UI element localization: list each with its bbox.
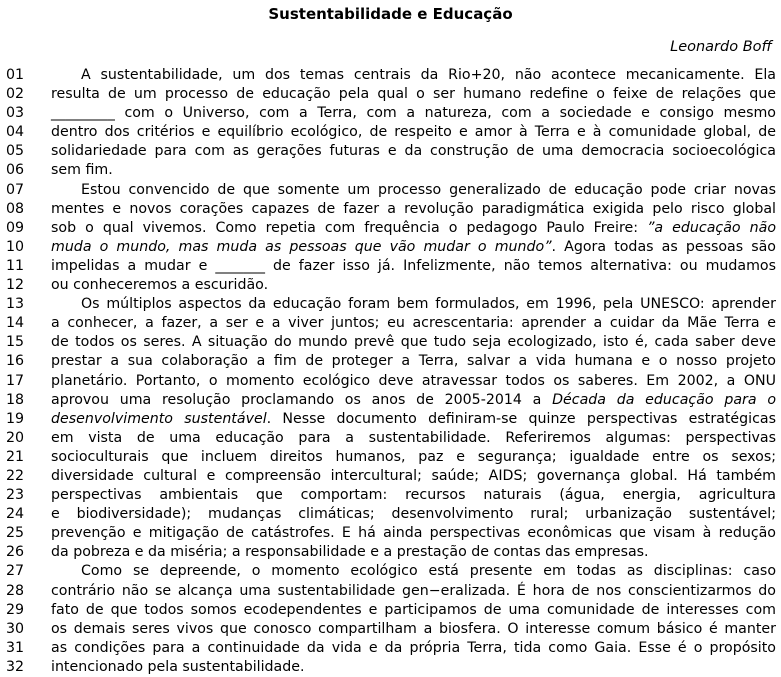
line-number: 31 (6, 639, 25, 656)
text-line (6, 238, 776, 257)
text-line (6, 562, 776, 581)
line-number: 26 (6, 544, 25, 561)
line-number: 32 (6, 658, 25, 675)
line-number: 04 (6, 124, 25, 141)
text-segment: contrário não se alcança uma sustentabilidade gen−eralizada. É hora de nos conscientizarmos do (51, 582, 776, 599)
author-name: Leonardo Boff (670, 39, 772, 55)
line-text (51, 295, 776, 314)
line-number: 29 (6, 601, 25, 618)
line-text (51, 352, 776, 371)
text-segment: diversidade cultural e compreensão intercultural; saúde; AIDS; governança global. Há também (51, 467, 776, 484)
text-line (6, 601, 776, 620)
line-number: 06 (6, 162, 25, 179)
text-segment: as condições para a continuidade da vida e da própria Terra, tida como Gaia. Esse é o propósito (51, 639, 776, 656)
text-segment: solidariedade para com as gerações futuras e da construção de uma democracia socioecológica (51, 143, 776, 160)
line-text (51, 219, 776, 238)
line-text (51, 276, 776, 295)
text-segment: os demais seres vivos que conosco compartilham a biosfera. O interesse comum básico é manter (51, 620, 776, 637)
line-text (51, 658, 776, 677)
text-segment: socioculturais que incluem direitos humanos, paz e segurança; igualdade entre os sexos; (51, 448, 776, 465)
text-line (6, 142, 776, 161)
text-segment: _________ com o Universo, com a Terra, com a natureza, com a sociedade e consigo mesmo (51, 105, 776, 122)
line-text (51, 200, 776, 219)
text-segment: resulta de um processo de educação pela qual o ser humano redefine o feixe de relações que (51, 86, 776, 103)
line-number: 13 (6, 296, 25, 313)
line-number: 27 (6, 563, 25, 580)
line-number: 08 (6, 200, 25, 217)
line-text (51, 104, 776, 123)
line-text (51, 448, 776, 467)
line-text (51, 467, 776, 486)
line-text (51, 333, 776, 352)
line-number: 05 (6, 143, 25, 160)
line-number: 21 (6, 448, 25, 465)
text-segment: . Nesse documento definiram-se quinze perspectivas estratégicas (266, 410, 776, 427)
line-text (51, 314, 776, 333)
line-number: 23 (6, 487, 25, 504)
text-line (6, 66, 776, 85)
line-text (51, 505, 776, 524)
line-text (51, 123, 776, 142)
text-line (6, 543, 776, 562)
text-line (6, 333, 776, 352)
text-segment: dentro dos critérios e equilíbrio ecológico, de respeito e amor à Terra e à comunidade global, de (51, 124, 776, 141)
line-text (51, 372, 776, 391)
text-line (6, 352, 776, 371)
text-segment: aprovou uma resolução proclamando os anos de 2005-2014 a (51, 391, 553, 408)
text-line (6, 391, 776, 410)
text-line (6, 658, 776, 677)
text-segment: a conhecer, a fazer, a ser e a viver juntos; eu acrescentaria: aprender a cuidar da Mãe Terra e (51, 315, 776, 332)
text-line (6, 219, 776, 238)
line-text (51, 238, 776, 257)
text-line (6, 524, 776, 543)
text-segment: fato de que todos somos ecodependentes e participamos de uma comunidade de interesses com (51, 601, 776, 618)
text-segment: prestar a sua colaboração a fim de proteger a Terra, salvar a vida humana e o nosso projeto (51, 353, 776, 370)
line-text (51, 66, 776, 85)
text-segment: da pobreza e da miséria; a responsabilidade e a prestação de contas das empresas. (51, 544, 649, 561)
text-segment: perspectivas ambientais que comportam: recursos naturais (água, energia, agricultura (51, 487, 776, 504)
text-segment: impelidas a mudar e _______ de fazer isso já. Infelizmente, não temos alternativa: ou mudamos (51, 257, 776, 274)
line-text (51, 601, 776, 620)
line-number: 09 (6, 219, 25, 236)
text-line (6, 486, 776, 505)
text-line (6, 200, 776, 219)
line-number: 19 (6, 410, 25, 427)
text-line (6, 467, 776, 486)
text-segment: mentes e novos corações capazes de fazer a revolução paradigmática exigida pelo risco global (51, 200, 776, 217)
text-line (6, 276, 776, 295)
line-number: 01 (6, 67, 25, 83)
line-number: 07 (6, 181, 25, 198)
text-line (6, 181, 776, 200)
text-line (6, 448, 776, 467)
text-line (6, 314, 776, 333)
line-number: 17 (6, 372, 25, 389)
line-number: 03 (6, 105, 25, 122)
line-text (51, 639, 776, 658)
line-number: 16 (6, 353, 25, 370)
line-text (51, 620, 776, 639)
text-line (6, 123, 776, 142)
text-line (6, 639, 776, 658)
text-segment: sem fim. (51, 162, 113, 179)
text-line (6, 295, 776, 314)
line-number: 24 (6, 506, 25, 523)
text-line (6, 620, 776, 639)
text-segment: planetário. Portanto, o momento ecológico deve atravessar todos os saberes. Em 2002, a ONU (51, 372, 776, 389)
line-number: 12 (6, 277, 25, 294)
italic-text: desenvolvimento sustentável (51, 410, 267, 427)
line-text (51, 85, 776, 104)
text-line (6, 410, 776, 429)
text-segment: em vista de uma educação para a sustentabilidade. Referiremos algumas: perspectivas (51, 429, 776, 446)
line-text (51, 161, 776, 180)
text-segment: Como se depreende, o momento ecológico está presente em todas as disciplinas: caso (81, 563, 776, 580)
text-line (6, 372, 776, 391)
line-text (51, 543, 776, 562)
line-text (51, 486, 776, 505)
italic-text: muda o mundo, mas muda as pessoas que vão mudar o mundo” (51, 238, 552, 255)
text-segment: ou conheceremos a escuridão. (51, 277, 269, 294)
line-number: 11 (6, 257, 25, 274)
text-segment: A sustentabilidade, um dos temas centrais da Rio+20, não acontece mecanicamente. Ela (81, 67, 776, 83)
text-segment: intencionado pela sustentabilidade. (51, 658, 305, 675)
text-line (6, 505, 776, 524)
text-segment: . Agora todas as pessoas são (551, 238, 776, 255)
text-line (6, 257, 776, 276)
text-body (6, 66, 776, 677)
document-title: Sustentabilidade e Educação (268, 5, 513, 23)
line-text (51, 142, 776, 161)
line-text (51, 524, 776, 543)
line-number: 28 (6, 582, 25, 599)
line-text (51, 582, 776, 601)
line-number: 14 (6, 315, 25, 332)
line-number: 20 (6, 429, 25, 446)
text-line (6, 429, 776, 448)
line-text (51, 429, 776, 448)
text-line (6, 582, 776, 601)
line-number: 15 (6, 334, 25, 351)
line-text (51, 181, 776, 200)
line-text (51, 410, 776, 429)
text-segment: e biodiversidade); mudanças climáticas; desenvolvimento rural; urbanização sustentável; (51, 506, 776, 523)
line-text (51, 257, 776, 276)
line-text (51, 562, 776, 581)
text-line (6, 85, 776, 104)
text-line (6, 161, 776, 180)
line-number: 18 (6, 391, 25, 408)
text-line (6, 104, 776, 123)
line-number: 10 (6, 238, 25, 255)
line-number: 22 (6, 467, 25, 484)
line-number: 30 (6, 620, 25, 637)
italic-text: Década da educação para o (552, 391, 776, 408)
text-segment: sob o qual vivemos. Como repetia com frequência o pedagogo Paulo Freire: (51, 219, 648, 236)
text-segment: Os múltiplos aspectos da educação foram bem formulados, em 1996, pela UNESCO: aprender (81, 296, 776, 313)
line-number: 25 (6, 525, 25, 542)
italic-text: ”a educação não (647, 219, 776, 236)
line-number: 02 (6, 86, 25, 103)
line-text (51, 391, 776, 410)
text-segment: Estou convencido de que somente um processo generalizado de educação pode criar novas (81, 181, 776, 198)
text-segment: de todos os seres. A situação do mundo prevê que tudo seja ecologizado, isto é, cada saber deve (51, 334, 776, 351)
text-segment: prevenção e mitigação de catástrofes. E há ainda perspectivas econômicas que visam à redução (51, 525, 776, 542)
